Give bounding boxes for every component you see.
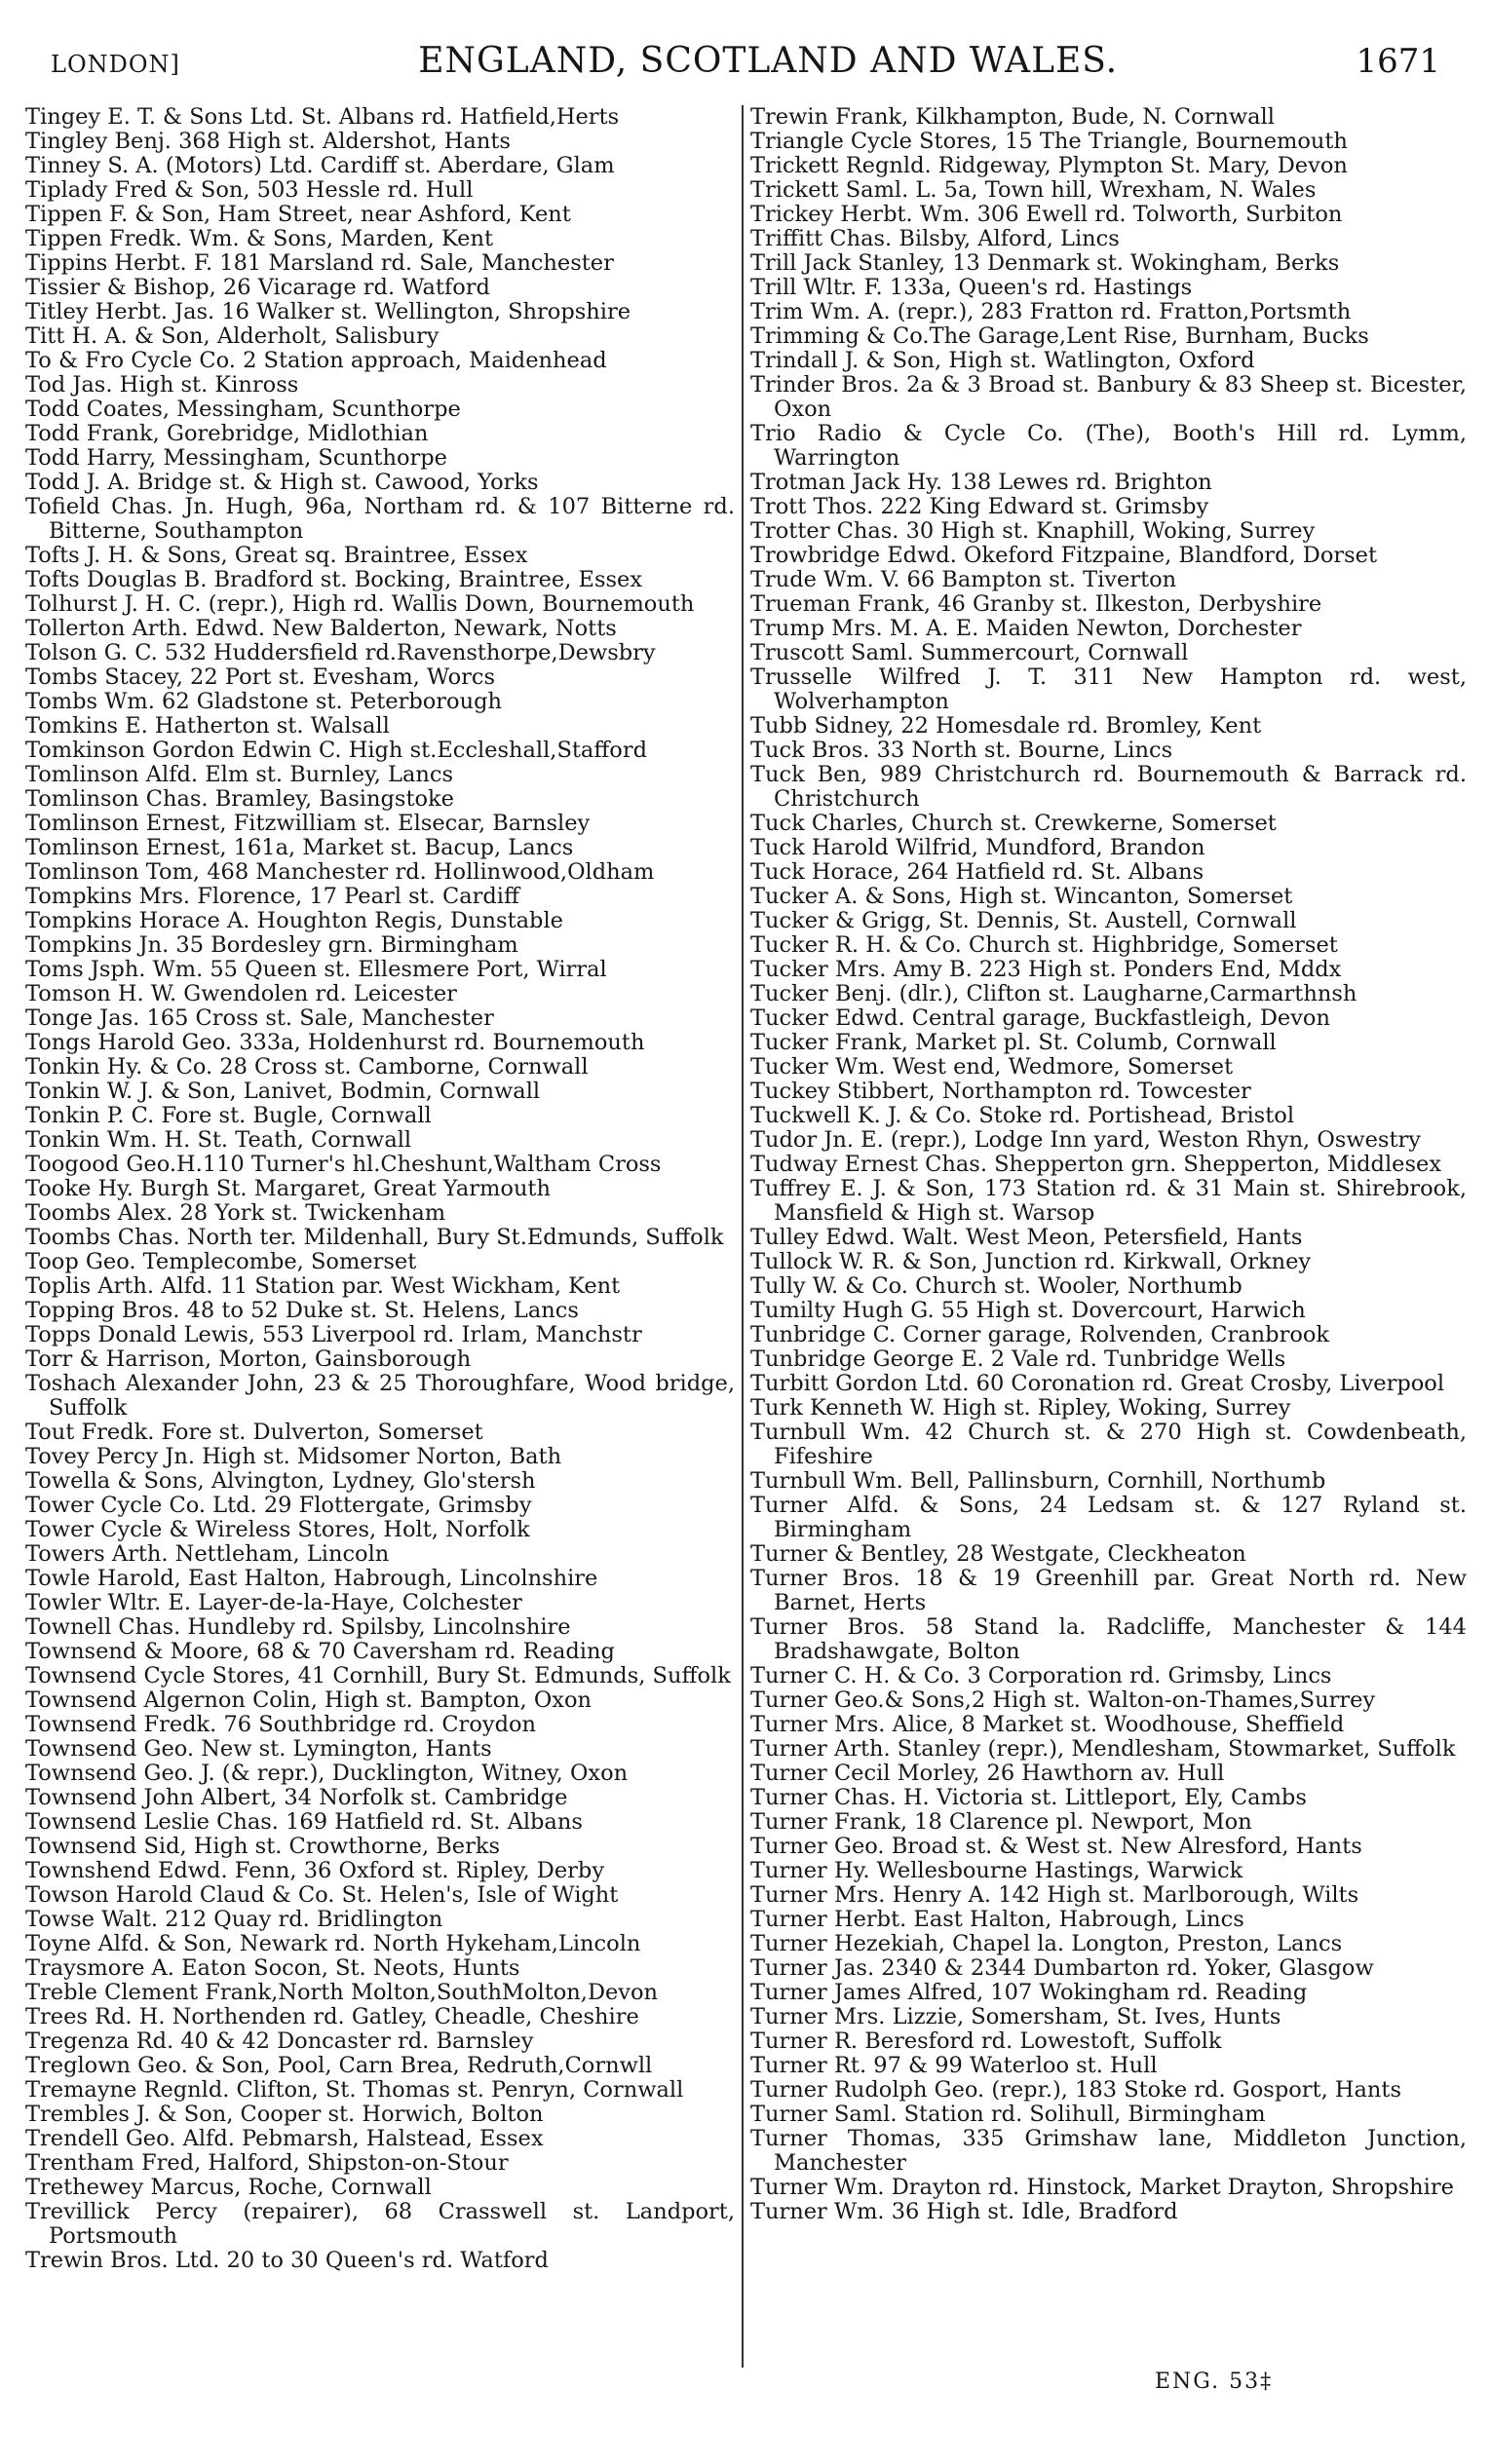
directory-entry: Tumilty Hugh G. 55 High st. Dovercourt, Harwich <box>750 1298 1306 1323</box>
directory-entry: Tudor Jn. E. (repr.), Lodge Inn yard, Weston Rhyn, Oswestry <box>750 1127 1421 1153</box>
directory-entry: Turner Wm. 36 High st. Idle, Bradford <box>750 2199 1178 2224</box>
directory-entry: Titley Herbt. Jas. 16 Walker st. Wellington, Shropshire <box>25 299 631 324</box>
directory-entry: Turner Arth. Stanley (repr.), Mendlesham, Stowmarket, Suffolk <box>750 1736 1456 1762</box>
directory-entry: Toms Jsph. Wm. 55 Queen st. Ellesmere Port, Wirral <box>25 957 607 982</box>
directory-entry: Trio Radio & Cycle Co. (The), Booth's Hill rd. Lymm, Warrington <box>750 421 1467 471</box>
directory-entry: Tuck Ben, 989 Christchurch rd. Bournemouth & Barrack rd. Christchurch <box>750 762 1467 812</box>
directory-entry: Towson Harold Claud & Co. St. Helen's, Isle of Wight <box>25 1882 619 1908</box>
directory-entry: Tiplady Fred & Son, 503 Hessle rd. Hull <box>25 177 474 203</box>
directory-entry: Tunbridge C. Corner garage, Rolvenden, Cranbrook <box>750 1322 1330 1347</box>
directory-entry: Turner Mrs. Alice, 8 Market st. Woodhouse, Sheffield <box>750 1712 1345 1737</box>
directory-entry: Tuck Bros. 33 North st. Bourne, Lincs <box>750 738 1173 763</box>
directory-entry: Turner Jas. 2340 & 2344 Dumbarton rd. Yoker, Glasgow <box>750 1955 1374 1981</box>
directory-entry: Tooke Hy. Burgh St. Margaret, Great Yarmouth <box>25 1176 551 1201</box>
directory-entry: Toyne Alfd. & Son, Newark rd. North Hykeham,Lincoln <box>25 1931 641 1956</box>
directory-entry: Tollerton Arth. Edwd. New Balderton, Newark, Notts <box>25 616 617 641</box>
directory-entry: Turner Wm. Drayton rd. Hinstock, Market Drayton, Shropshire <box>750 2175 1454 2200</box>
directory-entry: Tissier & Bishop, 26 Vicarage rd. Watford <box>25 275 490 300</box>
directory-entry: Trindall J. & Son, High st. Watlington, Oxford <box>750 348 1255 373</box>
directory-entry: Turbitt Gordon Ltd. 60 Coronation rd. Great Crosby, Liverpool <box>750 1371 1445 1396</box>
directory-entry: Turner Bros. 18 & 19 Greenhill par. Great North rd. New Barnet, Herts <box>750 1566 1467 1615</box>
directory-entry: Trewin Frank, Kilkhampton, Bude, N. Cornwall <box>750 105 1275 130</box>
directory-entry: Tomkins E. Hatherton st. Walsall <box>25 713 390 739</box>
directory-entry: Tucker A. & Sons, High st. Wincanton, Somerset <box>750 884 1293 909</box>
directory-entry: Todd Coates, Messingham, Scunthorpe <box>25 397 461 422</box>
directory-entry: Turnbull Wm. 42 Church st. & 270 High st. Cowdenbeath, Fifeshire <box>750 1420 1467 1469</box>
directory-entry: Turner Thomas, 335 Grimshaw lane, Middleton Junction, Manchester <box>750 2126 1467 2176</box>
directory-entry: Treble Clement Frank,North Molton,SouthMolton,Devon <box>25 1980 659 2005</box>
directory-entry: Trill Wltr. F. 133a, Queen's rd. Hastings <box>750 275 1193 300</box>
column-divider <box>742 105 744 2368</box>
directory-entry: Tucker R. H. & Co. Church st. Highbridge, Somerset <box>750 932 1338 958</box>
directory-entry: Tonkin W. J. & Son, Lanivet, Bodmin, Cornwall <box>25 1079 541 1104</box>
directory-entry: Townsend Fredk. 76 Southbridge rd. Croydon <box>25 1712 537 1737</box>
directory-entry: Townsend Leslie Chas. 169 Hatfield rd. St. Albans <box>25 1809 583 1835</box>
directory-entry: Townsend John Albert, 34 Norfolk st. Cambridge <box>25 1785 568 1810</box>
directory-entry: Trevillick Percy (repairer), 68 Crasswell st. Landport, Portsmouth <box>25 2199 735 2249</box>
directory-entry: Trees Rd. H. Northenden rd. Gatley, Cheadle, Cheshire <box>25 2004 639 2029</box>
directory-entry: Turner Frank, 18 Clarence pl. Newport, Mon <box>750 1809 1252 1835</box>
directory-entry: Tucker Mrs. Amy B. 223 High st. Ponders End, Mddx <box>750 957 1342 982</box>
directory-entry: Trueman Frank, 46 Granby st. Ilkeston, Derbyshire <box>750 591 1322 617</box>
directory-entry: Tucker Edwd. Central garage, Buckfastleigh, Devon <box>750 1005 1330 1031</box>
directory-entry: Turner Herbt. East Halton, Habrough, Lincs <box>750 1907 1244 1932</box>
directory-entry: Tulley Edwd. Walt. West Meon, Petersfield, Hants <box>750 1225 1303 1250</box>
directory-entry: Trim Wm. A. (repr.), 283 Fratton rd. Fratton,Portsmth <box>750 299 1352 324</box>
directory-entry: Tippen Fredk. Wm. & Sons, Marden, Kent <box>25 226 494 251</box>
directory-entry: Titt H. A. & Son, Alderholt, Salisbury <box>25 323 440 349</box>
directory-entry: Townsend Geo. J. (& repr.), Ducklington, Witney, Oxon <box>25 1761 629 1786</box>
directory-entry: Tullock W. R. & Son, Junction rd. Kirkwall, Orkney <box>750 1249 1312 1274</box>
directory-entry: Trotman Jack Hy. 138 Lewes rd. Brighton <box>750 470 1212 495</box>
footer-signature: ENG. 53‡ <box>1155 2369 1274 2394</box>
directory-entry: Towle Harold, East Halton, Habrough, Lincolnshire <box>25 1566 598 1591</box>
directory-entry: Tower Cycle Co. Ltd. 29 Flottergate, Grimsby <box>25 1493 532 1518</box>
directory-entry: Tubb Sidney, 22 Homesdale rd. Bromley, Kent <box>750 713 1262 739</box>
directory-entry: Turner Mrs. Lizzie, Somersham, St. Ives, Hunts <box>750 2004 1281 2029</box>
directory-entry: Trinder Bros. 2a & 3 Broad st. Banbury & 83 Sheep st. Bicester, Oxon <box>750 372 1467 422</box>
directory-entry: Tuck Horace, 264 Hatfield rd. St. Albans <box>750 859 1204 885</box>
directory-entry: Todd Frank, Gorebridge, Midlothian <box>25 421 429 446</box>
directory-entry: Turner Cecil Morley, 26 Hawthorn av. Hull <box>750 1761 1225 1786</box>
directory-entry: Trump Mrs. M. A. E. Maiden Newton, Dorchester <box>750 616 1302 641</box>
directory-entry: Todd Harry, Messingham, Scunthorpe <box>25 445 447 471</box>
directory-entry: Tompkins Jn. 35 Bordesley grn. Birmingham <box>25 932 518 958</box>
directory-entry: Townsend Sid, High st. Crowthorne, Berks <box>25 1834 501 1859</box>
directory-entry: Tongs Harold Geo. 333a, Holdenhurst rd. Bournemouth <box>25 1030 645 1055</box>
directory-entry: Tomson H. W. Gwendolen rd. Leicester <box>25 981 457 1006</box>
directory-entry: Trill Jack Stanley, 13 Denmark st. Wokingham, Berks <box>750 250 1340 276</box>
directory-entry: Tippins Herbt. F. 181 Marsland rd. Sale, Manchester <box>25 250 614 276</box>
directory-entry: Tonkin Hy. & Co. 28 Cross st. Camborne, Cornwall <box>25 1054 589 1080</box>
directory-entry: Traysmore A. Eaton Socon, St. Neots, Hunts <box>25 1955 520 1981</box>
directory-entry: Trowbridge Edwd. Okeford Fitzpaine, Blandford, Dorset <box>750 543 1378 568</box>
directory-entry: Townsend Algernon Colin, High st. Bampton, Oxon <box>25 1687 593 1713</box>
directory-entry: Trusselle Wilfred J. T. 311 New Hampton rd. west, Wolverhampton <box>750 664 1467 714</box>
directory-entry: Turner Hy. Wellesbourne Hastings, Warwick <box>750 1858 1243 1883</box>
directory-entry: Triffitt Chas. Bilsby, Alford, Lincs <box>750 226 1120 251</box>
directory-entry: Tompkins Horace A. Houghton Regis, Dunstable <box>25 908 563 933</box>
directory-entry: Tippen F. & Son, Ham Street, near Ashford, Kent <box>25 202 571 227</box>
directory-entry: Tomlinson Ernest, Fitzwilliam st. Elsecar, Barnsley <box>25 811 591 836</box>
directory-entry: Toplis Arth. Alfd. 11 Station par. West Wickham, Kent <box>25 1273 621 1299</box>
directory-entry: Trickey Herbt. Wm. 306 Ewell rd. Tolworth, Surbiton <box>750 202 1343 227</box>
directory-entry: Turner Hezekiah, Chapel la. Longton, Preston, Lancs <box>750 1931 1343 1956</box>
directory-entry: Tofield Chas. Jn. Hugh, 96a, Northam rd. & 107 Bitterne rd. Bitterne, Southampton <box>25 494 735 544</box>
directory-entry: Townell Chas. Hundleby rd. Spilsby, Lincolnshire <box>25 1614 571 1640</box>
directory-entry: Triangle Cycle Stores, 15 The Triangle, Bournemouth <box>750 129 1348 154</box>
directory-entry: Torr & Harrison, Morton, Gainsborough <box>25 1346 472 1372</box>
directory-entry: Turner Geo.& Sons,2 High st. Walton-on-Thames,Surrey <box>750 1687 1376 1713</box>
directory-entry: Tonkin Wm. H. St. Teath, Cornwall <box>25 1127 412 1153</box>
directory-entry: Trentham Fred, Halford, Shipston-on-Stour <box>25 2150 509 2176</box>
directory-entry: Turner Bros. 58 Stand la. Radcliffe, Manchester & 144 Bradshawgate, Bolton <box>750 1614 1467 1664</box>
directory-entry: Tucker Frank, Market pl. St. Columb, Cornwall <box>750 1030 1277 1055</box>
page-header <box>51 41 1440 90</box>
directory-entry: Turner C. H. & Co. 3 Corporation rd. Grimsby, Lincs <box>750 1663 1332 1688</box>
directory-entry: Toombs Alex. 28 York st. Twickenham <box>25 1200 446 1226</box>
directory-entry: Turner Rt. 97 & 99 Waterloo st. Hull <box>750 2053 1158 2078</box>
directory-entry: Toop Geo. Templecombe, Somerset <box>25 1249 417 1274</box>
directory-entry: Turner Geo. Broad st. & West st. New Alresford, Hants <box>750 1834 1362 1859</box>
directory-entry: Trewin Bros. Ltd. 20 to 30 Queen's rd. Watford <box>25 2248 549 2273</box>
directory-entry: Turner & Bentley, 28 Westgate, Cleckheaton <box>750 1541 1246 1567</box>
page-number: 1671 <box>1356 42 1440 81</box>
directory-entry: Turk Kenneth W. High st. Ripley, Woking, Surrey <box>750 1395 1291 1421</box>
directory-entry: Treglown Geo. & Son, Pool, Carn Brea, Redruth,Cornwll <box>25 2053 653 2078</box>
directory-entry: Turnbull Wm. Bell, Pallinsburn, Cornhill, Northumb <box>750 1468 1326 1494</box>
directory-entry: Tout Fredk. Fore st. Dulverton, Somerset <box>25 1420 483 1445</box>
directory-entry: Tingley Benj. 368 High st. Aldershot, Hants <box>25 129 511 154</box>
directory-entry: Tofts Douglas B. Bradford st. Bocking, Braintree, Essex <box>25 567 643 592</box>
directory-entry: Trotter Chas. 30 High st. Knaphill, Woking, Surrey <box>750 518 1316 544</box>
directory-entry: Turner Rudolph Geo. (repr.), 183 Stoke rd. Gosport, Hants <box>750 2077 1402 2103</box>
right-column <box>750 105 1467 2385</box>
directory-entry: Towler Wltr. E. Layer-de-la-Haye, Colchester <box>25 1590 522 1615</box>
directory-entry: Tolson G. C. 532 Huddersfield rd.Ravensthorpe,Dewsbry <box>25 640 656 665</box>
directory-entry: Tod Jas. High st. Kinross <box>25 372 299 398</box>
directory-entry: Turner Alfd. & Sons, 24 Ledsam st. & 127 Ryland st. Birmingham <box>750 1493 1467 1542</box>
directory-entry: Townshend Edwd. Fenn, 36 Oxford st. Ripley, Derby <box>25 1858 605 1883</box>
directory-entry: Tunbridge George E. 2 Vale rd. Tunbridge Wells <box>750 1346 1286 1372</box>
directory-entry: Tomlinson Tom, 468 Manchester rd. Hollinwood,Oldham <box>25 859 655 885</box>
directory-entry: Townsend Geo. New st. Lymington, Hants <box>25 1736 492 1762</box>
directory-entry: Tucker Benj. (dlr.), Clifton st. Laugharne,Carmarthnsh <box>750 981 1357 1006</box>
directory-entry: Tregenza Rd. 40 & 42 Doncaster rd. Barnsley <box>25 2028 534 2054</box>
directory-entry: Towse Walt. 212 Quay rd. Bridlington <box>25 1907 443 1932</box>
directory-entry: Turner Saml. Station rd. Solihull, Birmingham <box>750 2102 1266 2127</box>
directory-entry: Trendell Geo. Alfd. Pebmarsh, Halstead, Essex <box>25 2126 544 2151</box>
directory-entry: Turner R. Beresford rd. Lowestoft, Suffolk <box>750 2028 1222 2054</box>
directory-entry: Towella & Sons, Alvington, Lydney, Glo'stersh <box>25 1468 536 1494</box>
directory-entry: Tully W. & Co. Church st. Wooler, Northumb <box>750 1273 1242 1299</box>
running-head-left: LONDON] <box>51 51 180 78</box>
directory-entry: Tuckwell K. J. & Co. Stoke rd. Portishead, Bristol <box>750 1103 1295 1128</box>
directory-entry: Tolhurst J. H. C. (repr.), High rd. Wallis Down, Bournemouth <box>25 591 695 617</box>
directory-entry: Tucker & Grigg, St. Dennis, St. Austell, Cornwall <box>750 908 1297 933</box>
directory-entry: Tonkin P. C. Fore st. Bugle, Cornwall <box>25 1103 432 1128</box>
directory-entry: Tomlinson Ernest, 161a, Market st. Bacup, Lancs <box>25 835 574 860</box>
directory-entry: Toshach Alexander John, 23 & 25 Thoroughfare, Wood bridge, Suffolk <box>25 1371 735 1421</box>
directory-entry: Tomlinson Alfd. Elm st. Burnley, Lancs <box>25 762 454 787</box>
directory-entry: Towers Arth. Nettleham, Lincoln <box>25 1541 390 1567</box>
directory-entry: Tombs Stacey, 22 Port st. Evesham, Worcs <box>25 664 496 690</box>
directory-entry: Trimming & Co.The Garage,Lent Rise, Burnham, Bucks <box>750 323 1369 349</box>
directory-entry: Trickett Saml. L. 5a, Town hill, Wrexham, N. Wales <box>750 177 1317 203</box>
directory-entry: Trickett Regnld. Ridgeway, Plympton St. Mary, Devon <box>750 153 1348 178</box>
directory-entry: Tuck Charles, Church st. Crewkerne, Somerset <box>750 811 1277 836</box>
directory-entry: Trembles J. & Son, Cooper st. Horwich, Bolton <box>25 2102 544 2127</box>
directory-entry: Tinney S. A. (Motors) Ltd. Cardiff st. Aberdare, Glam <box>25 153 615 178</box>
directory-entry: Turner Chas. H. Victoria st. Littleport, Ely, Cambs <box>750 1785 1307 1810</box>
directory-entry: Tompkins Mrs. Florence, 17 Pearl st. Cardiff <box>25 884 519 909</box>
left-column <box>25 105 735 2385</box>
directory-entry: Tudway Ernest Chas. Shepperton grn. Shepperton, Middlesex <box>750 1152 1442 1177</box>
directory-entry: Tremayne Regnld. Clifton, St. Thomas st. Penryn, Cornwall <box>25 2077 684 2103</box>
directory-entry: Tovey Percy Jn. High st. Midsomer Norton, Bath <box>25 1444 562 1469</box>
page-title: ENGLAND, SCOTLAND AND WALES. <box>418 41 1119 81</box>
directory-entry: Tonge Jas. 165 Cross st. Sale, Manchester <box>25 1005 494 1031</box>
directory-entry: Toombs Chas. North ter. Mildenhall, Bury St.Edmunds, Suffolk <box>25 1225 724 1250</box>
directory-entry: Tombs Wm. 62 Gladstone st. Peterborough <box>25 689 502 714</box>
directory-entry: Turner James Alfred, 107 Wokingham rd. Reading <box>750 1980 1308 2005</box>
directory-entry: Topping Bros. 48 to 52 Duke st. St. Helens, Lancs <box>25 1298 579 1323</box>
directory-entry: Tomkinson Gordon Edwin C. High st.Eccleshall,Stafford <box>25 738 648 763</box>
directory-entry: Townsend Cycle Stores, 41 Cornhill, Bury St. Edmunds, Suffolk <box>25 1663 731 1688</box>
directory-entry: To & Fro Cycle Co. 2 Station approach, Maidenhead <box>25 348 607 373</box>
directory-entry: Toogood Geo.H.110 Turner's hl.Cheshunt,Waltham Cross <box>25 1152 662 1177</box>
directory-entry: Tuckey Stibbert, Northampton rd. Towcester <box>750 1079 1251 1104</box>
directory-entry: Tucker Wm. West end, Wedmore, Somerset <box>750 1054 1234 1080</box>
directory-entry: Tomlinson Chas. Bramley, Basingstoke <box>25 786 454 812</box>
directory-entry: Townsend & Moore, 68 & 70 Caversham rd. Reading <box>25 1639 615 1664</box>
directory-entry: Tofts J. H. & Sons, Great sq. Braintree, Essex <box>25 543 528 568</box>
directory-entry: Tower Cycle & Wireless Stores, Holt, Norfolk <box>25 1517 530 1542</box>
directory-entry: Tuffrey E. J. & Son, 173 Station rd. & 31 Main st. Shirebrook, Mansfield & High st. Warsop <box>750 1176 1467 1226</box>
directory-entry: Tingey E. T. & Sons Ltd. St. Albans rd. Hatfield,Herts <box>25 105 620 130</box>
directory-entry: Trude Wm. V. 66 Bampton st. Tiverton <box>750 567 1177 592</box>
directory-entry: Tuck Harold Wilfrid, Mundford, Brandon <box>750 835 1205 860</box>
directory-entry: Trethewey Marcus, Roche, Cornwall <box>25 2175 432 2200</box>
directory-entry: Truscott Saml. Summercourt, Cornwall <box>750 640 1189 665</box>
directory-entry: Todd J. A. Bridge st. & High st. Cawood, Yorks <box>25 470 539 495</box>
directory-entry: Turner Mrs. Henry A. 142 High st. Marlborough, Wilts <box>750 1882 1359 1908</box>
directory-entry: Trott Thos. 222 King Edward st. Grimsby <box>750 494 1209 519</box>
directory-entry: Topps Donald Lewis, 553 Liverpool rd. Irlam, Manchstr <box>25 1322 642 1347</box>
